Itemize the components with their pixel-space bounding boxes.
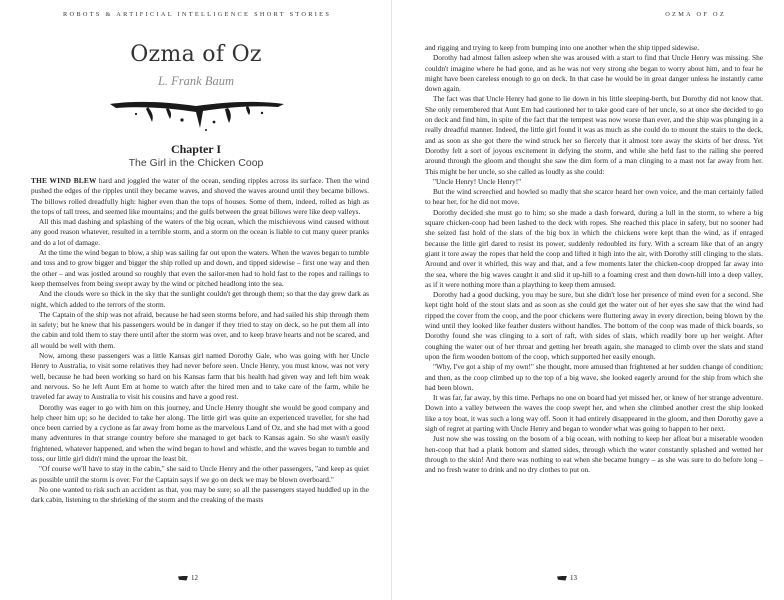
running-head-right: OZMA OF OZ: [665, 11, 726, 18]
paragraph: The fact was that Uncle Henry had gone to lie down in his little sleeping-berth, but Dorothy did not know that. She only remembered that Aunt Em had cautioned her to take good care of her uncle, so at once she decided to go on deck and find him, in spite of the fact that the tempest was now worse than ever, and the ship was plunging in a really dreadful manner. Indeed, the little girl found it was as much as she could do to mount the stairs to the deck, and as soon as she got there the wind struck her so fiercely that it almost tore away the skirts of her dress. Yet Dorothy felt a sort of joyous excitement in defying the storm, and while she held fast to the railing she peered around through the gloom and thought she saw the dim form of a man clinging to a mast not far away from her. This might be her uncle, so she called as loudly as she could:: [425, 94, 763, 176]
right-body-text: [425, 43, 763, 475]
paragraph: Dorothy was eager to go with him on this journey, and Uncle Henry thought she would be good company and help cheer him up; so he decided to take her along. The little girl was quite an experienced traveller, for she had once been carried by a cyclone as far away from home as the marvelous Land of Oz, and she had met with a good many adventures in that strange country before she managed to get back to Kansas again. So she wasn't easily frightened, whatever happened, and when the wind began to howl and whistle, and the waves began to tumble and toss, our little girl didn't mind the uproar the least bit.: [31, 402, 369, 464]
running-head-left: ROBOTS & ARTIFICIAL INTELLIGENCE SHORT STORIES: [63, 11, 332, 18]
folio-ornament-icon: [557, 576, 567, 581]
left-body-text: [31, 176, 369, 506]
page-number: 12: [191, 574, 198, 582]
paragraph: Just now she was tossing on the bosom of a big ocean, with nothing to keep her afloat but a miserable wooden hen-coop that had a plank bottom and slatted sides, through which the water constantly splashed and wetted her through to the skin! And there was nothing to eat when she became hungry – as she was sure to do before long – and no fresh water to drink and no dry clothes to put on.: [425, 434, 763, 475]
paragraph: And the clouds were so thick in the sky that the sunlight couldn't get through them; so that the day grew dark as night, which added to the terrors of the storm.: [31, 289, 369, 309]
chapter-number: Chapter I: [170, 142, 222, 156]
book-title: Ozma of Oz: [130, 42, 262, 67]
paragraph: Dorothy decided she must go to him; so she made a dash forward, during a lull in the storm, to where a big square chicken-coop had been lashed to the deck with ropes. She reached this place in safety, but no sooner had she seized fast hold of the slats of the big box in which the chickens were kept than the wind, as if enraged because the little girl dared to resist its power, suddenly redoubled its fury. With a scream like that of an angry giant it tore away the ropes that held the coop and lifted it high into the air, with Dorothy still clinging to the slats. Around and over it whirled, this way and that, and a few moments later the chicken-coop dropped far away into the sea, where the big waves caught it and slid it up-hill to a foaming crest and then down-hill into a deep valley, as if it were nothing more than a plaything to keep them amused.: [425, 207, 763, 289]
paragraph: No one wanted to risk such an accident as that, you may be sure; so all the passengers stayed huddled up in the dark cabin, listening to the shrieking of the storm and the creaking of the masts: [31, 484, 369, 505]
paragraph: All this mad dashing and splashing of the waters of the big ocean, which the mischievous wind caused without any good reason whatever, resulted in a terrible storm, and a storm on the ocean is liable to cut many queer pranks and do a lot of damage.: [31, 217, 369, 247]
paragraph: It was far, far away, by this time. Perhaps no one on board had yet missed her, or knew of her strange adventure. Down into a valley between the waves the coop swept her, and when she climbed another crest the ship looked like a toy boat, it was such a long way off. Soon it had entirely disappeared in the gloom, and then Dorothy gave a sigh of regret at parting with Uncle Henry and began to wonder what was going to happen to her next.: [425, 393, 763, 433]
ink-splash-ornament: [108, 98, 286, 132]
paragraph: Now, among these passengers was a little Kansas girl named Dorothy Gale, who was going with her Uncle Henry to Australia, to visit some relatives they had never before seen. Uncle Henry, you must know, was not very well, because he had been working so hard on his Kansas farm that his health had given way and left him weak and nervous. So he left Aunt Em at home to watch after the hired men and to take care of the farm, while he traveled far away to Australia to visit his cousins and have a good rest.: [31, 351, 369, 402]
paragraph: Dorothy had almost fallen asleep when she was aroused with a start to find that Uncle Henry was missing. She couldn't imagine where he had gone, and as he was not very strong she began to worry about him, and to fear he might have been careless enough to go on deck. In that case he would be in great danger unless he instantly came down again.: [425, 53, 763, 94]
paragraph: But the wind screeched and howled so madly that she scarce heard her own voice, and the man certainly failed to hear her, for he did not move.: [425, 187, 763, 207]
page-number-right: [557, 574, 577, 582]
page-number: 13: [570, 574, 577, 582]
paragraph: "Uncle Henry! Uncle Henry!": [433, 176, 522, 186]
paragraph: The Captain of the ship was not afraid, because he had seen storms before, and had sailed his ship through them in safety; but he knew that his passengers would be in danger if they tried to stay on deck, so he put them all into the cabin and told them to stay there until after the storm was over, and to keep brave hearts and not be scared, and all would be well with them.: [31, 309, 369, 350]
paragraph: "Of course we'll have to stay in the cabin," she said to Uncle Henry and the other passengers, "and keep as quiet as possible until the storm is over. For the Captain says if we go on deck we may be blown overboard.": [31, 464, 369, 484]
paragraph: THE WIND BLEW hard and joggled the water of the ocean, sending ripples across its surface. Then the wind pushed the edges of the ripples until they became waves, and shoved the waves around until they became billows. The billows rolled dreadfully high: higher even than the tops of houses. Some of them, indeed, rolled as high as the tops of tall trees, and seemed like mountains; and the gulfs between the great billows were like deep valleys.: [31, 176, 370, 216]
paragraph: and rigging and trying to keep from bumping into one another when the ship tipped sidewise.: [425, 43, 700, 52]
right-page: [392, 0, 784, 600]
lead-in: THE WIND BLEW: [31, 176, 97, 185]
chapter-title: The Girl in the Chicken Coop: [128, 157, 264, 169]
paragraph: At the time the wind began to blow, a ship was sailing far out upon the waters. When the waves began to tumble and toss and to grow bigger and bigger the ship rolled up and down, and tipped sidewise – first one way and then the other – and was jostled around so roughly that even the sailor-men had to hold fast to the ropes and railings to keep themselves from being swept away by the wind or pitched headlong into the sea.: [31, 248, 369, 288]
folio-ornament-icon: [178, 576, 188, 581]
paragraph: "Why, I've got a ship of my own!" she thought, more amused than frightened at her sudden change of condition; and then, as the coop climbed up to the top of a big wave, she looked eagerly around for the ship from which she had been blown.: [425, 362, 763, 392]
author-name: L. Frank Baum: [157, 74, 235, 88]
paragraph: Dorothy had a good ducking, you may be sure, but she didn't lose her presence of mind even for a second. She kept tight hold of the stout slats and as soon as she could get the water out of her eyes she saw that the wind had ripped the cover from the coop, and the poor chickens were fluttering away in every direction, being blown by the wind until they looked like feather dusters without handles. The bottom of the coop was made of thick boards, so Dorothy found she was clinging to a sort of raft, with sides of slats, which readily bore up her weight. After coughing the water out of her throat and getting her breath again, she managed to climb over the slats and stand upon the firm wooden bottom of the coop, which supported her easily enough.: [425, 290, 763, 361]
page-number-left: [178, 574, 198, 582]
